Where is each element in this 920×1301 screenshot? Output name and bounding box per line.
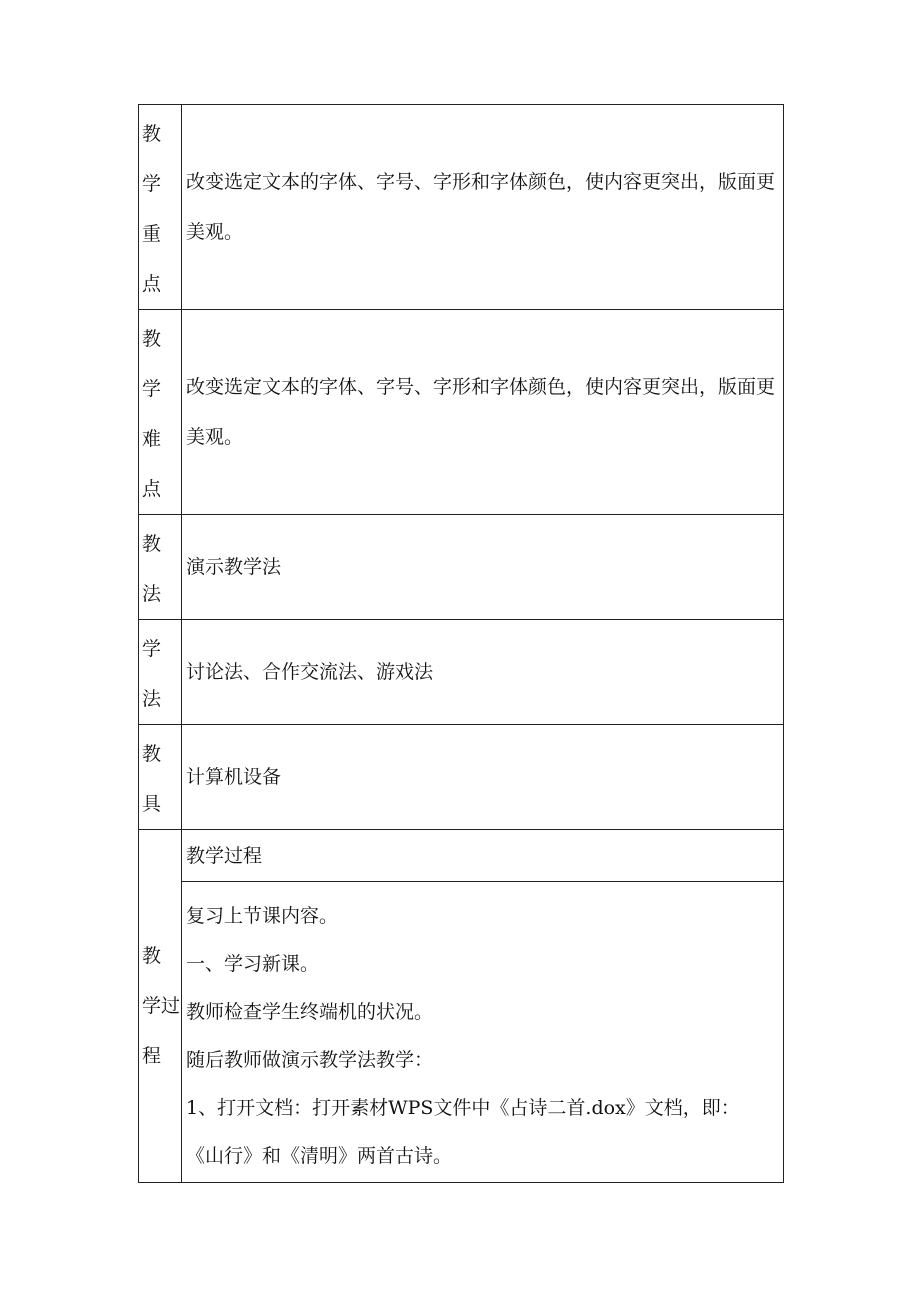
process-line: 随后教师做演示教学法教学： — [186, 1049, 434, 1071]
label-char: 难 — [142, 428, 162, 450]
key-points-text: 改变选定文本的字体、字号、字形和字体颜色，使内容更突出，版面更美观。 — [186, 171, 776, 243]
content-teaching-method — [182, 515, 784, 620]
label-char: 教 — [142, 743, 162, 765]
label-char: 法 — [142, 688, 162, 710]
row-difficulties — [139, 310, 784, 515]
label-teaching-aids — [139, 725, 182, 830]
label-char: 点 — [142, 478, 162, 500]
teaching-aids-text: 计算机设备 — [186, 766, 282, 788]
row-key-points — [139, 105, 784, 310]
content-key-points — [182, 105, 784, 310]
label-teaching-method — [139, 515, 182, 620]
label-char: 学过 — [142, 995, 181, 1017]
row-process-header — [139, 830, 784, 882]
label-char: 学 — [142, 378, 162, 400]
content-difficulties — [182, 310, 784, 515]
row-teaching-aids — [139, 725, 784, 830]
label-key-points — [139, 105, 182, 310]
process-line: 1、打开文档：打开素材WPS文件中《占诗二首.dox》文档，即： — [186, 1097, 740, 1119]
label-char: 具 — [142, 793, 162, 815]
label-char: 学 — [142, 173, 162, 195]
label-char: 教 — [142, 533, 162, 555]
label-char: 程 — [142, 1045, 162, 1067]
label-char: 教 — [142, 945, 162, 967]
process-line: 复习上节课内容。 — [186, 905, 339, 927]
lesson-plan-table — [138, 104, 784, 1183]
row-process-body — [139, 882, 784, 1183]
process-header-text: 教学过程 — [186, 844, 263, 867]
label-char: 重 — [142, 223, 162, 245]
label-char: 法 — [142, 583, 162, 605]
process-body-cell — [182, 882, 784, 1183]
learning-method-text: 讨论法、合作交流法、游戏法 — [186, 661, 434, 683]
process-line: 教师检查学生终端机的状况。 — [186, 1001, 434, 1023]
label-char: 教 — [142, 123, 162, 145]
label-process — [139, 830, 182, 1183]
row-learning-method — [139, 620, 784, 725]
process-line: 《山行》和《清明》两首古诗。 — [186, 1145, 453, 1167]
label-char: 学 — [142, 638, 162, 660]
row-teaching-method — [139, 515, 784, 620]
content-learning-method — [182, 620, 784, 725]
label-difficulties — [139, 310, 182, 515]
teaching-method-text: 演示教学法 — [186, 556, 282, 578]
label-char: 点 — [142, 273, 162, 295]
content-teaching-aids — [182, 725, 784, 830]
difficulties-text: 改变选定文本的字体、字号、字形和字体颜色，使内容更突出，版面更美观。 — [186, 376, 776, 448]
process-line: 一、学习新课。 — [186, 953, 320, 975]
label-learning-method — [139, 620, 182, 725]
label-char: 教 — [142, 328, 162, 350]
process-header-cell — [182, 830, 784, 882]
